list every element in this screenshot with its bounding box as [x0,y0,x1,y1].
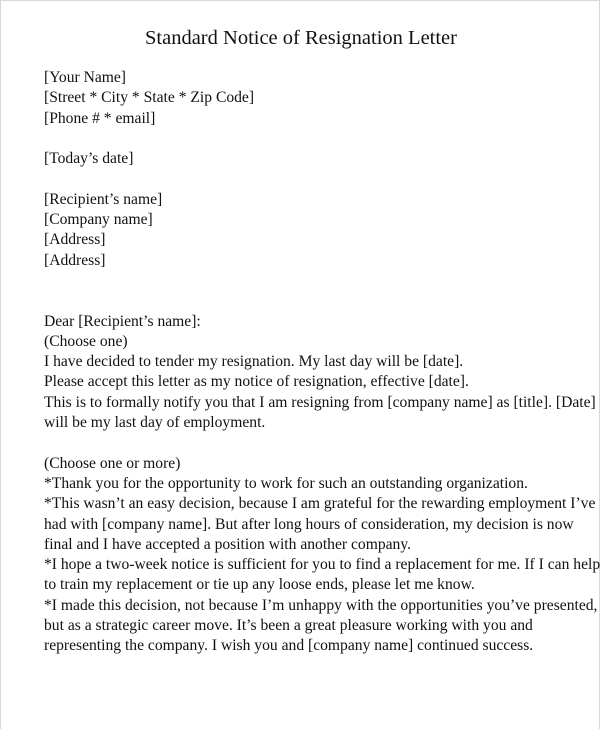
section1-heading: (Choose one) [44,332,128,350]
section2-heading: (Choose one or more) [44,454,181,472]
section1-line: will be my last day of employment. [44,414,266,432]
section2-line: *I hope a two-week notice is sufficient for you to find a replacement for me. If I can help [44,556,600,574]
section1-line: Please accept this letter as my notice of resignation, effective [date]. [44,373,469,391]
letter-body [44,68,600,657]
spacer [44,169,600,189]
letter-date: [Today’s date] [44,150,134,168]
section1-line: This is to formally notify you that I am resigning from [company name] as [title]. [Date] [44,393,596,411]
spacer [44,433,600,453]
recipient-address-2: [Address] [44,251,106,269]
section2-line: had with [company name]. But after long hours of consideration, my decision is now [44,515,574,533]
section2-line: final and I have accepted a position with another company. [44,535,412,553]
sender-name: [Your Name] [44,69,127,86]
recipient-name: [Recipient’s name] [44,190,163,208]
section1-line: I have decided to tender my resignation. My last day will be [date]. [44,353,464,371]
section2-line: to train my replacement or tie up any loose ends, please let me know. [44,576,475,594]
recipient-company: [Company name] [44,211,153,229]
section2-line: *This wasn’t an easy decision, because I am grateful for the rewarding employment I’ve [44,495,596,513]
sender-address: [Street * City * State * Zip Code] [44,89,255,107]
sender-contact: [Phone # * email] [44,109,156,127]
section2-line: *Thank you for the opportunity to work for such an outstanding organization. [44,474,528,492]
section2-line: representing the company. I wish you and [company name] continued success. [44,637,534,655]
section2-line: but as a strategic career move. It’s been a great pleasure working with you and [44,617,533,635]
spacer [44,271,600,312]
salutation: Dear [Recipient’s name]: [44,312,201,330]
letter-title: Standard Notice of Resignation Letter [145,27,457,49]
spacer [44,129,600,149]
recipient-address-1: [Address] [44,231,106,249]
section2-line: *I made this decision, not because I’m unhappy with the opportunities you’ve presented, [44,596,598,614]
